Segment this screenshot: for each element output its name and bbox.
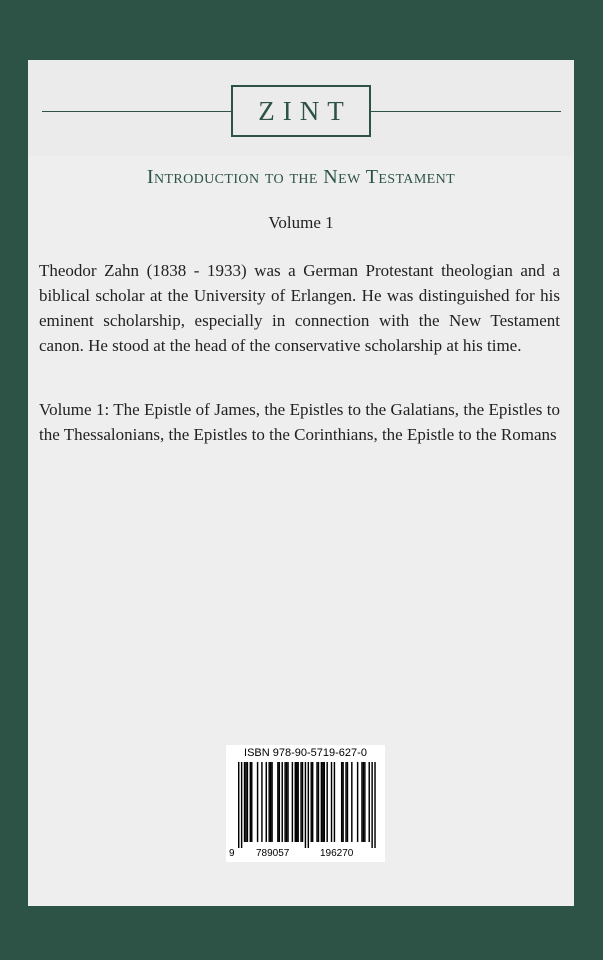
publisher-logo — [231, 85, 371, 137]
barcode-bar — [268, 762, 269, 842]
barcode-bar — [247, 762, 248, 842]
barcode-bar — [321, 762, 322, 842]
barcode-bar — [244, 762, 245, 842]
barcode-bar — [277, 762, 278, 842]
barcode-bar — [342, 762, 343, 842]
barcode-bar — [316, 762, 317, 842]
barcode-bar — [279, 762, 280, 842]
barcode-bar — [270, 762, 271, 842]
barcode-bar — [271, 762, 272, 842]
logo-rule-right — [371, 111, 561, 112]
barcode-bar — [311, 762, 312, 842]
barcode-bar — [324, 762, 325, 842]
barcode-bar — [286, 762, 287, 842]
cover-panel — [28, 60, 574, 906]
barcode-bar — [371, 762, 372, 848]
barcode-bar — [295, 762, 296, 842]
barcode-bar — [312, 762, 313, 842]
volume-contents: Volume 1: The Epistle of James, the Epistles to the Galatians, the Epistles to the Thessalonians, the Epistles to the Corinthians, the Epistle to the Romans — [39, 400, 560, 444]
barcode-bar — [374, 762, 375, 848]
barcode-bar — [357, 762, 358, 842]
barcode-bar — [241, 762, 242, 848]
barcode-bar — [363, 762, 364, 842]
barcode-bar — [287, 762, 288, 842]
barcode-bar — [369, 762, 370, 842]
barcode-bar — [296, 762, 297, 842]
barcode-bar — [347, 762, 348, 842]
barcode-bar — [297, 762, 298, 842]
barcode-bar — [364, 762, 365, 842]
barcode-bar — [334, 762, 335, 842]
publisher-logo-text: ZINT — [258, 95, 352, 126]
barcode-bar — [282, 762, 283, 842]
book-title: Introduction to the New Testament — [146, 166, 456, 188]
barcode-bar — [308, 762, 309, 848]
barcode-bar — [326, 762, 327, 842]
barcode-bar — [305, 762, 306, 848]
barcode-bar — [284, 762, 285, 842]
barcode-digits-left: 789057 — [256, 848, 290, 859]
barcode-digits-right: 196270 — [320, 848, 354, 859]
barcode-bar — [351, 762, 352, 842]
barcode-bar — [345, 762, 346, 842]
barcode-bar — [302, 762, 303, 842]
barcode-bar — [261, 762, 262, 842]
barcode-bar — [331, 762, 332, 842]
barcode-bar — [300, 762, 301, 842]
barcode-bar — [341, 762, 342, 842]
barcode-bars — [226, 762, 385, 850]
barcode-bar — [361, 762, 362, 842]
logo-rule-left — [42, 111, 231, 112]
isbn-barcode — [226, 745, 385, 862]
barcode-digit-first: 9 — [229, 848, 235, 859]
barcode-bar — [251, 762, 252, 842]
barcode-bar — [257, 762, 258, 842]
volume-label: Volume 1 — [268, 213, 334, 232]
barcode-bar — [245, 762, 246, 842]
barcode-bar — [266, 762, 267, 842]
isbn-text: ISBN 978-90-5719-627-0 — [244, 747, 367, 759]
barcode-bar — [238, 762, 239, 848]
barcode-bar — [292, 762, 293, 842]
barcode-bar — [322, 762, 323, 842]
author-description: Theodor Zahn (1838 - 1933) was a German Protestant theologian and a biblical scholar at the University of Erlangen. He was distinguished for his eminent scholarship, especially in connection with the New Testament canon. He stood at the head of the conservative scholarship at his time. — [39, 261, 560, 355]
barcode-bar — [250, 762, 251, 842]
barcode-bar — [318, 762, 319, 842]
